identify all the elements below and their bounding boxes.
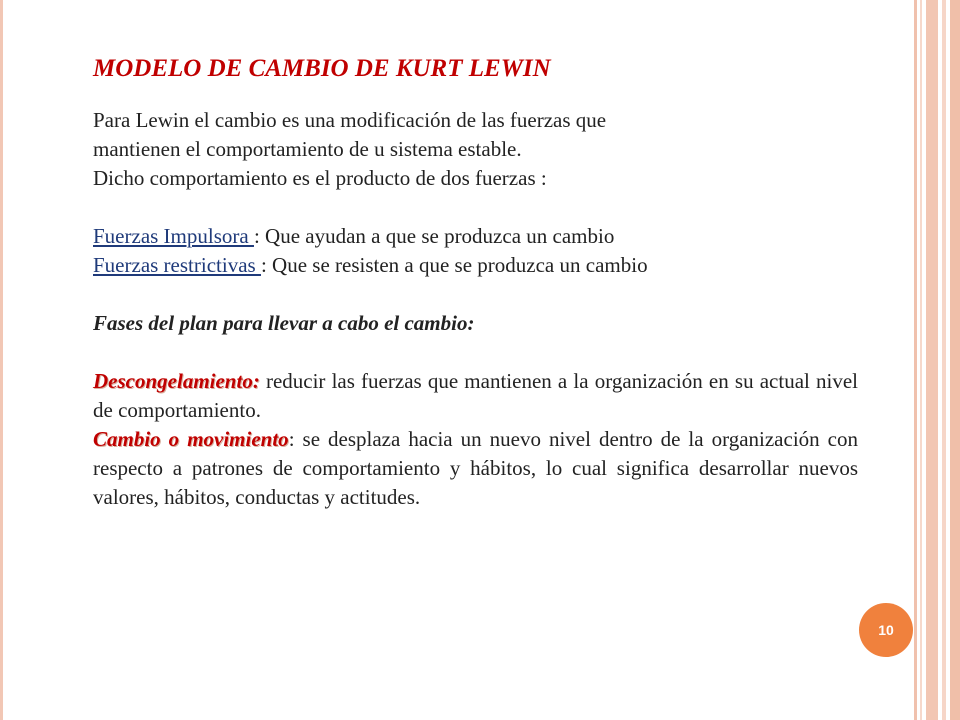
force-term: Fuerzas Impulsora [93,224,254,248]
force-item [93,222,858,251]
page-number-badge: 10 [859,603,913,657]
decorative-stripes [914,0,960,720]
force-description: : Que se resisten a que se produzca un cambio [260,253,648,277]
phase-description: : se desplaza hacia un nuevo nivel dentro de la organización con respecto a patrones de comportamiento y hábitos, lo cual significa desarrollar nuevos valores, hábitos, conductas y actitudes. [93,427,858,509]
force-description: : Que ayudan a que se produzca un cambio [253,224,615,248]
phase-item [93,367,858,425]
phases-heading: Fases del plan para llevar a cabo el cambio: [93,311,475,335]
intro-line: mantienen el comportamiento de u sistema estable. [93,137,522,161]
phase-item [93,425,858,512]
phase-term: Descongelamiento: [93,369,260,393]
phase-term: Cambio o movimiento [93,427,289,451]
phase-description: reducir las fuerzas que mantienen a la organización en su actual nivel de comportamiento. [93,369,858,422]
intro-line: Para Lewin el cambio es una modificación de las fuerzas que [93,108,607,132]
force-term: Fuerzas restrictivas [93,253,261,277]
slide-content [93,52,858,512]
left-border [0,0,3,720]
slide-title: MODELO DE CAMBIO DE KURT LEWIN [93,55,551,82]
force-item [93,251,858,280]
intro-line: Dicho comportamiento es el producto de dos fuerzas : [93,166,547,190]
